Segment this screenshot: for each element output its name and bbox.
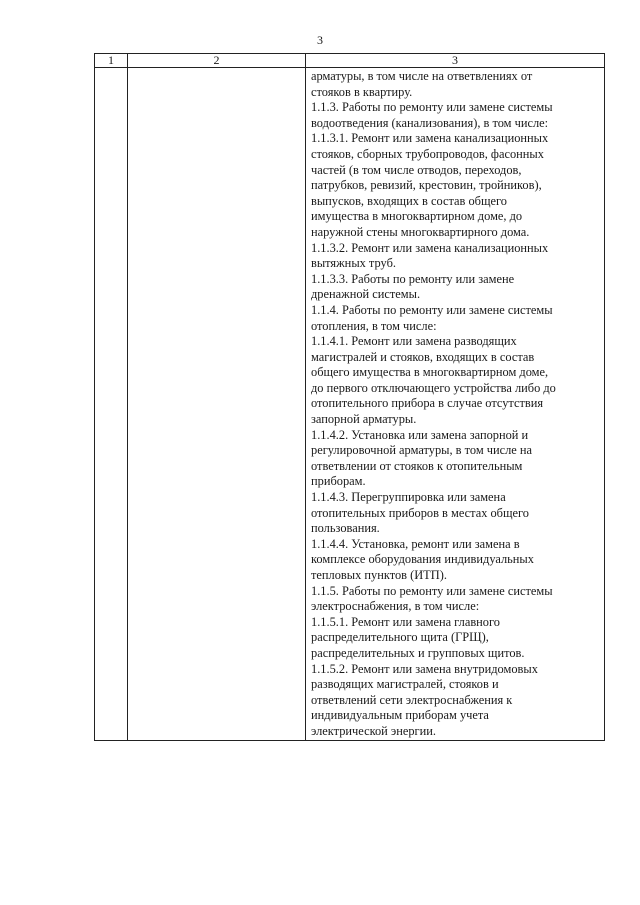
text-line: водоотведения (канализования), в том числе:	[311, 115, 549, 130]
text-line: выпусков, входящих в состав общего	[311, 193, 507, 208]
text-line: частей (в том числе отводов, переходов,	[311, 162, 522, 177]
column-header-3: 3	[306, 54, 605, 68]
text-line: наружной стены многоквартирного дома.	[311, 224, 530, 239]
text-line: 1.1.4.2. Установка или замена запорной и	[311, 427, 529, 442]
text-line: распределительных и групповых щитов.	[311, 645, 525, 660]
text-line: отопительных приборов в местах общего	[311, 505, 529, 520]
text-line: 1.1.5.1. Ремонт или замена главного	[311, 614, 500, 629]
text-line: пользования.	[311, 521, 380, 536]
text-line: регулировочной арматуры, в том числе на	[311, 443, 533, 458]
text-line: до первого отключающего устройства либо до	[311, 380, 556, 395]
text-line: 1.1.4. Работы по ремонту или замене системы	[311, 302, 553, 317]
text-line: патрубков, ревизий, крестовин, тройников),	[311, 178, 542, 193]
text-line: 1.1.3.3. Работы по ремонту или замене	[311, 271, 515, 286]
text-line: отопительного прибора в случае отсутствия	[311, 396, 544, 411]
text-line: ответвлений сети электроснабжения к	[311, 692, 513, 707]
text-line: электрической энергии.	[311, 723, 436, 738]
text-line: комплексе оборудования индивидуальных	[311, 552, 534, 567]
cell-col-2	[128, 68, 306, 741]
column-header-1: 1	[95, 54, 128, 68]
text-line: 1.1.5.2. Ремонт или замена внутридомовых	[311, 661, 538, 676]
text-line: дренажной системы.	[311, 287, 421, 302]
text-line: запорной арматуры.	[311, 412, 417, 427]
text-line: магистралей и стояков, входящих в состав	[311, 349, 535, 364]
text-line: 1.1.4.3. Перегруппировка или замена	[311, 490, 506, 505]
text-line: 1.1.3.2. Ремонт или замена канализационных	[311, 240, 549, 255]
text-line: 1.1.3. Работы по ремонту или замене системы	[311, 100, 553, 115]
text-line: отопления, в том числе:	[311, 318, 437, 333]
text-line: 1.1.3.1. Ремонт или замена канализационных	[311, 131, 549, 146]
text-line: 1.1.4.4. Установка, ремонт или замена в	[311, 536, 520, 551]
text-line: тепловых пунктов (ИТП).	[311, 568, 447, 582]
table-header-row	[95, 54, 605, 68]
text-line: имущества в многоквартирном доме, до	[311, 209, 523, 224]
text-line: разводящих магистралей, стояков и	[311, 677, 499, 692]
text-line: ответвлении от стояков к отопительным	[311, 458, 523, 473]
document-table	[94, 53, 605, 741]
text-line: стояков, сборных трубопроводов, фасонных	[311, 146, 544, 161]
text-line: распределительного щита (ГРЩ),	[311, 630, 489, 645]
cell-col-1	[95, 68, 128, 741]
text-line: общего имущества в многоквартирном доме,	[311, 365, 549, 380]
page-number: 3	[317, 33, 323, 47]
text-line: стояков в квартиру.	[311, 84, 413, 99]
text-line: электроснабжения, в том числе:	[311, 599, 480, 614]
text-line: 1.1.4.1. Ремонт или замена разводящих	[311, 334, 517, 349]
cell-col-3	[306, 68, 605, 741]
table-row	[95, 68, 605, 741]
text-line: 1.1.5. Работы по ремонту или замене системы	[311, 583, 553, 598]
text-line: арматуры, в том числе на ответвлениях от	[311, 69, 533, 83]
text-line: вытяжных труб.	[311, 256, 396, 271]
text-line: приборам.	[311, 474, 366, 489]
text-line: индивидуальным приборам учета	[311, 708, 489, 723]
column-header-2: 2	[128, 54, 306, 68]
